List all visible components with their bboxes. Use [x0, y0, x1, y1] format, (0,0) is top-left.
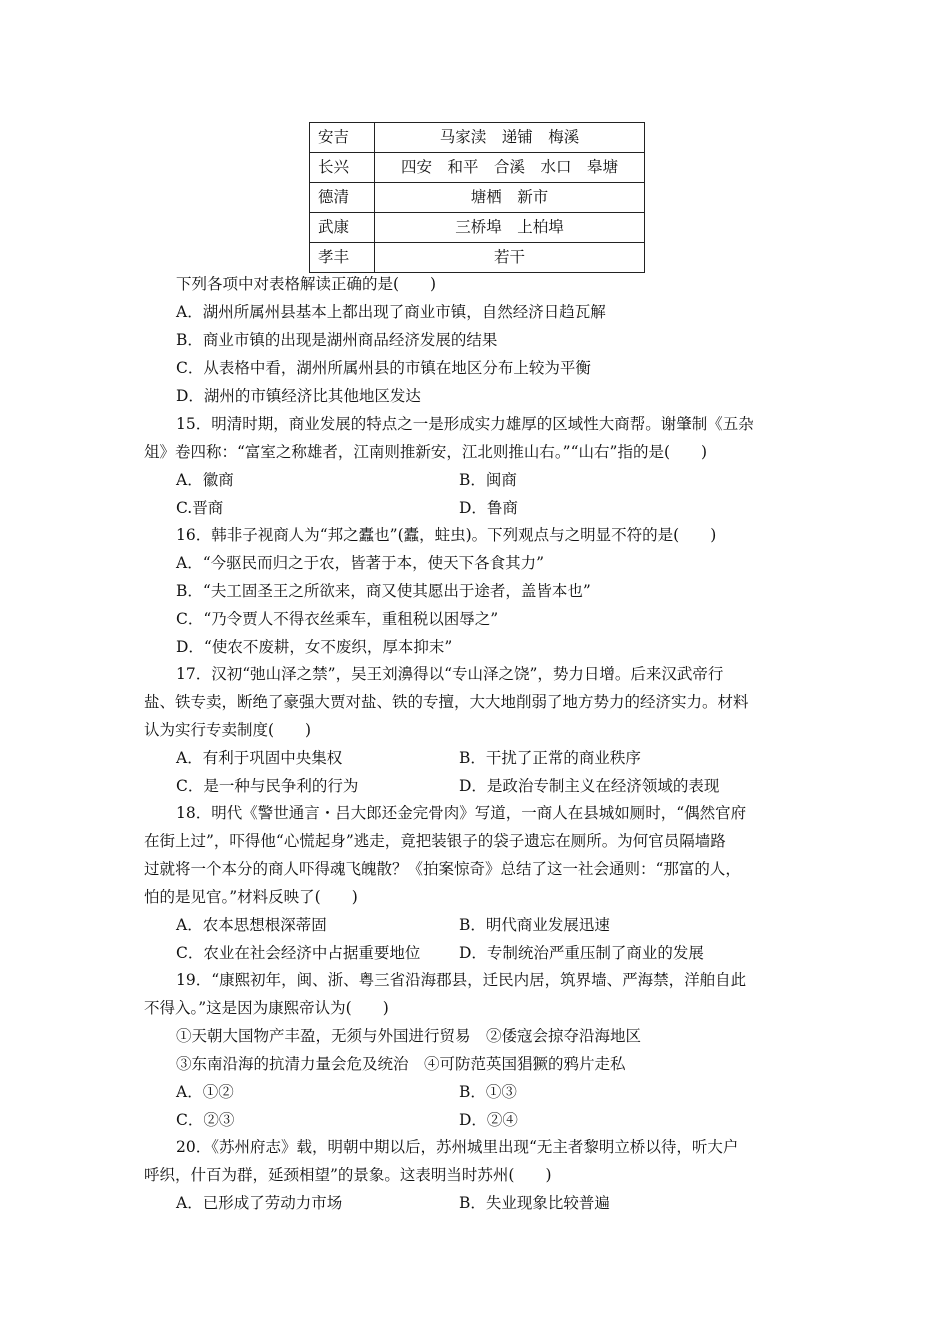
- q18-option-b: B．明代商业发展迅速: [459, 916, 610, 934]
- q19-option-c: C．②③: [176, 1111, 235, 1129]
- q19-option-a: A．①②: [176, 1083, 234, 1101]
- q16-option-d: D．“使农不废耕，女不废织，厚本抑末”: [176, 638, 453, 656]
- q18-stem-line-4: 怕的是见官。”材料反映了( ): [144, 888, 358, 906]
- towns-cell: 若干: [375, 243, 645, 273]
- q20-option-a: A．已形成了劳动力市场: [176, 1194, 343, 1212]
- q14-option-c: C．从表格中看，湖州所属州县的市镇在地区分布上较为平衡: [176, 359, 591, 377]
- q17-stem-line-3: 认为实行专卖制度( ): [144, 721, 312, 739]
- q20-stem-line-1: 20．《苏州府志》载，明朝中期以后，苏州城里出现“无主者黎明立桥以待，听大户: [176, 1138, 739, 1156]
- towns-cell: 四安 和平 合溪 水口 皋塘: [375, 153, 645, 183]
- q17-option-d: D．是政治专制主义在经济领域的表现: [459, 777, 720, 795]
- q17-option-c: C．是一种与民争利的行为: [176, 777, 359, 795]
- q15-option-c: C.晋商: [176, 499, 224, 517]
- q16-option-a: A．“今驱民而归之于农，皆著于本，使天下各食其力”: [176, 554, 545, 572]
- town-table-row: [310, 243, 645, 273]
- q18-option-d: D．专制统治严重压制了商业的发展: [459, 944, 704, 962]
- q20-stem-line-2: 呼织，什百为群，延颈相望”的景象。这表明当时苏州( ): [144, 1166, 552, 1184]
- q18-stem-line-2: 在街上过”，吓得他“心慌起身”逃走，竟把装银子的袋子遗忘在厕所。为何官员隔墙路: [144, 832, 726, 850]
- q20-option-b: B．失业现象比较普遍: [459, 1194, 610, 1212]
- town-table-row: [310, 213, 645, 243]
- q16-option-c: C．“乃令贾人不得衣丝乘车，重租税以困辱之”: [176, 610, 499, 628]
- q17-stem-line-1: 17．汉初“弛山泽之禁”，吴王刘濞得以“专山泽之饶”，势力日增。后来汉武帝行: [176, 665, 724, 683]
- q14-option-b: B．商业市镇的出现是湖州商品经济发展的结果: [176, 331, 498, 349]
- town-table-row: [310, 123, 645, 153]
- q19-statements-line-2: ③东南沿海的抗清力量会危及统治 ④可防范英国猖獗的鸦片走私: [176, 1055, 626, 1073]
- county-cell: 长兴: [310, 153, 375, 183]
- q18-stem-line-3: 过就将一个本分的商人吓得魂飞魄散？《拍案惊奇》总结了这一社会通则：“那富的人，: [144, 860, 741, 878]
- q14-stem: 下列各项中对表格解读正确的是( ): [176, 275, 437, 293]
- town-table: [309, 122, 645, 273]
- q15-option-d: D．鲁商: [459, 499, 518, 517]
- town-table-row: [310, 183, 645, 213]
- towns-cell: 三桥埠 上柏埠: [375, 213, 645, 243]
- county-cell: 德清: [310, 183, 375, 213]
- towns-cell: 塘栖 新市: [375, 183, 645, 213]
- q19-stem-line-1: 19．“康熙初年，闽、浙、粤三省沿海郡县，迁民内居，筑界墙、严海禁，洋舶自此: [176, 971, 747, 989]
- q17-stem-line-2: 盐、铁专卖，断绝了豪强大贾对盐、铁的专擅，大大地削弱了地方势力的经济实力。材料: [144, 693, 749, 711]
- q18-stem-line-1: 18．明代《警世通言・吕大郎还金完骨肉》写道，一商人在县城如厕时，“偶然官府: [176, 804, 747, 822]
- q18-option-c: C．农业在社会经济中占据重要地位: [176, 944, 421, 962]
- town-table-row: [310, 153, 645, 183]
- q17-option-b: B．干扰了正常的商业秩序: [459, 749, 641, 767]
- q15-stem-line-2: 俎》卷四称：“富室之称雄者，江南则推新安，江北则推山右。”“山右”指的是( ): [144, 443, 708, 461]
- q15-stem-line-1: 15．明清时期，商业发展的特点之一是形成实力雄厚的区域性大商帮。谢肇制《五杂: [176, 415, 754, 433]
- q15-option-b: B．闽商: [459, 471, 517, 489]
- q19-option-b: B．①③: [459, 1083, 517, 1101]
- county-cell: 孝丰: [310, 243, 375, 273]
- q17-option-a: A．有利于巩固中央集权: [176, 749, 343, 767]
- q15-option-a: A．徽商: [176, 471, 234, 489]
- towns-cell: 马家渎 递铺 梅溪: [375, 123, 645, 153]
- q19-stem-line-2: 不得入。”这是因为康熙帝认为( ): [144, 999, 389, 1017]
- county-cell: 安吉: [310, 123, 375, 153]
- q19-statements-line-1: ①天朝大国物产丰盈，无须与外国进行贸易 ②倭寇会掠夺沿海地区: [176, 1027, 642, 1045]
- county-cell: 武康: [310, 213, 375, 243]
- q14-option-a: A．湖州所属州县基本上都出现了商业市镇，自然经济日趋瓦解: [176, 303, 606, 321]
- q14-option-d: D．湖州的市镇经济比其他地区发达: [176, 387, 421, 405]
- q18-option-a: A．农本思想根深蒂固: [176, 916, 327, 934]
- q16-stem: 16．韩非子视商人为“邦之蠹也”(蠹，蛀虫)。下列观点与之明显不符的是( ): [176, 526, 717, 544]
- q16-option-b: B．“夫工固圣王之所欲来，商又使其愿出于途者，盖皆本也”: [176, 582, 591, 600]
- q19-option-d: D．②④: [459, 1111, 518, 1129]
